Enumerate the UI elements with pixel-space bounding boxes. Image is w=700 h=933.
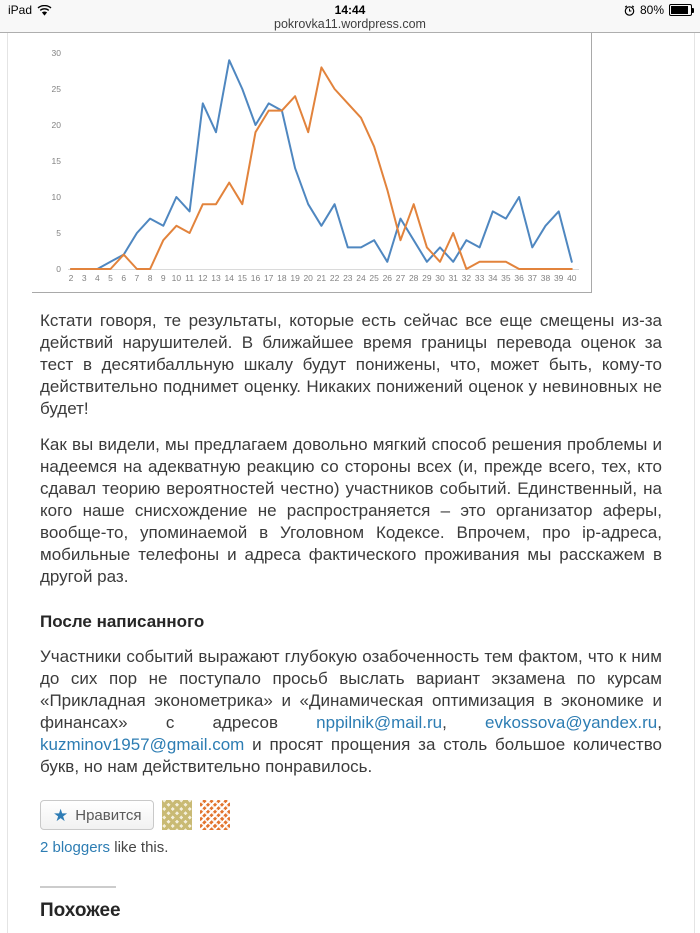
chart-svg xyxy=(32,33,592,293)
svg-text:39: 39 xyxy=(553,273,564,283)
svg-text:18: 18 xyxy=(277,273,287,283)
likes-text: like this. xyxy=(110,839,169,856)
like-button[interactable] xyxy=(40,800,154,830)
email-link-3[interactable]: kuzminov1957@gmail.com xyxy=(40,735,245,754)
svg-text:5: 5 xyxy=(56,228,61,238)
svg-text:25: 25 xyxy=(369,273,379,283)
svg-text:26: 26 xyxy=(382,273,393,283)
liker-avatar-2[interactable] xyxy=(200,800,230,830)
page-content-column xyxy=(7,33,695,933)
post-body xyxy=(8,310,694,922)
svg-text:33: 33 xyxy=(474,273,485,283)
svg-text:16: 16 xyxy=(250,273,261,283)
paragraph-3-intro: Участники событий выражают глубокую озабоченность тем фактом, что к ним до сих пор не поступало просьб выслать вариант экзамена по курсам «Прикладная эконометрика» и «Динамическая оптимизация в экономике и финансах» с адресов xyxy=(40,647,662,732)
svg-text:20: 20 xyxy=(51,120,61,130)
related-heading: Похожее xyxy=(40,900,121,921)
svg-text:12: 12 xyxy=(198,273,208,283)
email-separator-2: , xyxy=(657,713,662,732)
section-heading: После написанного xyxy=(40,612,205,631)
svg-text:19: 19 xyxy=(290,273,300,283)
paragraph-1: Кстати говоря, те результаты, которые есть сейчас все еще смещены из-за действий нарушителей. В ближайшее время границы перевода оценок за тест в десятибалльную шкалу будут понижены, что, может быть, кому-то действительно поднимет оценку. Никаких понижений оценок у невиновных не будет! xyxy=(40,311,662,418)
svg-text:35: 35 xyxy=(501,273,511,283)
svg-text:29: 29 xyxy=(422,273,432,283)
svg-text:15: 15 xyxy=(237,273,248,283)
svg-text:20: 20 xyxy=(303,273,313,283)
svg-text:10: 10 xyxy=(171,273,182,283)
svg-text:21: 21 xyxy=(316,273,327,283)
paragraph-2: Как вы видели, мы предлагаем довольно мягкий способ решения проблемы и надеемся на адекватную реакцию со стороны всех (и, прежде всего, тех, кто сдавал теорию вероятностей честно) участников событий. Единственный, на кого наше снисхождение не распространяется – это организатор аферы, вообще-то, упоминаемой в Уголовном Кодексе. Впрочем, про ip-адреса, мобильные телефоны и адреса фактического проживания мы расскажем в другой раз. xyxy=(40,435,662,586)
svg-text:17: 17 xyxy=(263,273,274,283)
bloggers-link[interactable]: 2 bloggers xyxy=(40,839,111,856)
status-time: 14:44 xyxy=(334,3,366,17)
star-icon: ★ xyxy=(53,805,69,825)
svg-text:0: 0 xyxy=(56,264,61,274)
svg-text:28: 28 xyxy=(408,273,419,283)
svg-text:30: 30 xyxy=(435,273,445,283)
svg-text:9: 9 xyxy=(160,273,166,283)
svg-text:4: 4 xyxy=(95,273,100,283)
email-link-1[interactable]: nppilnik@mail.ru xyxy=(316,713,443,732)
divider xyxy=(40,886,116,888)
svg-text:5: 5 xyxy=(108,273,113,283)
svg-text:22: 22 xyxy=(329,273,340,283)
liker-avatar-1[interactable] xyxy=(162,800,192,830)
paragraph-3-outro: и просят прощения за столь большое количество букв, но нам действительно понравилось. xyxy=(40,735,662,776)
svg-text:38: 38 xyxy=(540,273,551,283)
email-link-2[interactable]: evkossova@yandex.ru xyxy=(485,713,658,732)
svg-text:10: 10 xyxy=(51,192,61,202)
paragraph-3 xyxy=(40,646,662,778)
url-field[interactable]: pokrovka11.wordpress.com xyxy=(274,17,426,31)
device-label: iPad xyxy=(8,3,33,17)
browser-header xyxy=(0,0,700,33)
like-button-label: Нравится xyxy=(75,806,142,824)
like-row xyxy=(40,800,662,830)
svg-text:2: 2 xyxy=(68,273,74,283)
svg-text:8: 8 xyxy=(147,273,153,283)
status-right xyxy=(624,3,692,17)
svg-text:24: 24 xyxy=(356,273,366,283)
svg-text:6: 6 xyxy=(121,273,127,283)
email-separator-1: , xyxy=(442,713,486,732)
svg-text:37: 37 xyxy=(527,273,538,283)
svg-text:36: 36 xyxy=(514,273,524,283)
alarm-clock-icon xyxy=(624,5,635,16)
svg-text:27: 27 xyxy=(395,273,406,283)
svg-text:31: 31 xyxy=(448,273,458,283)
chart xyxy=(32,33,592,293)
svg-text:13: 13 xyxy=(211,273,221,283)
svg-text:40: 40 xyxy=(567,273,577,283)
svg-text:14: 14 xyxy=(224,273,234,283)
svg-text:23: 23 xyxy=(343,273,353,283)
svg-text:34: 34 xyxy=(488,273,498,283)
svg-text:32: 32 xyxy=(461,273,472,283)
likes-line xyxy=(40,839,662,856)
svg-text:30: 30 xyxy=(51,48,61,58)
battery-percent: 80% xyxy=(639,3,664,17)
svg-text:11: 11 xyxy=(185,273,195,283)
svg-text:15: 15 xyxy=(51,156,61,166)
svg-text:25: 25 xyxy=(51,84,61,94)
battery-icon xyxy=(669,4,692,16)
svg-text:7: 7 xyxy=(134,273,140,283)
svg-text:3: 3 xyxy=(81,273,87,283)
